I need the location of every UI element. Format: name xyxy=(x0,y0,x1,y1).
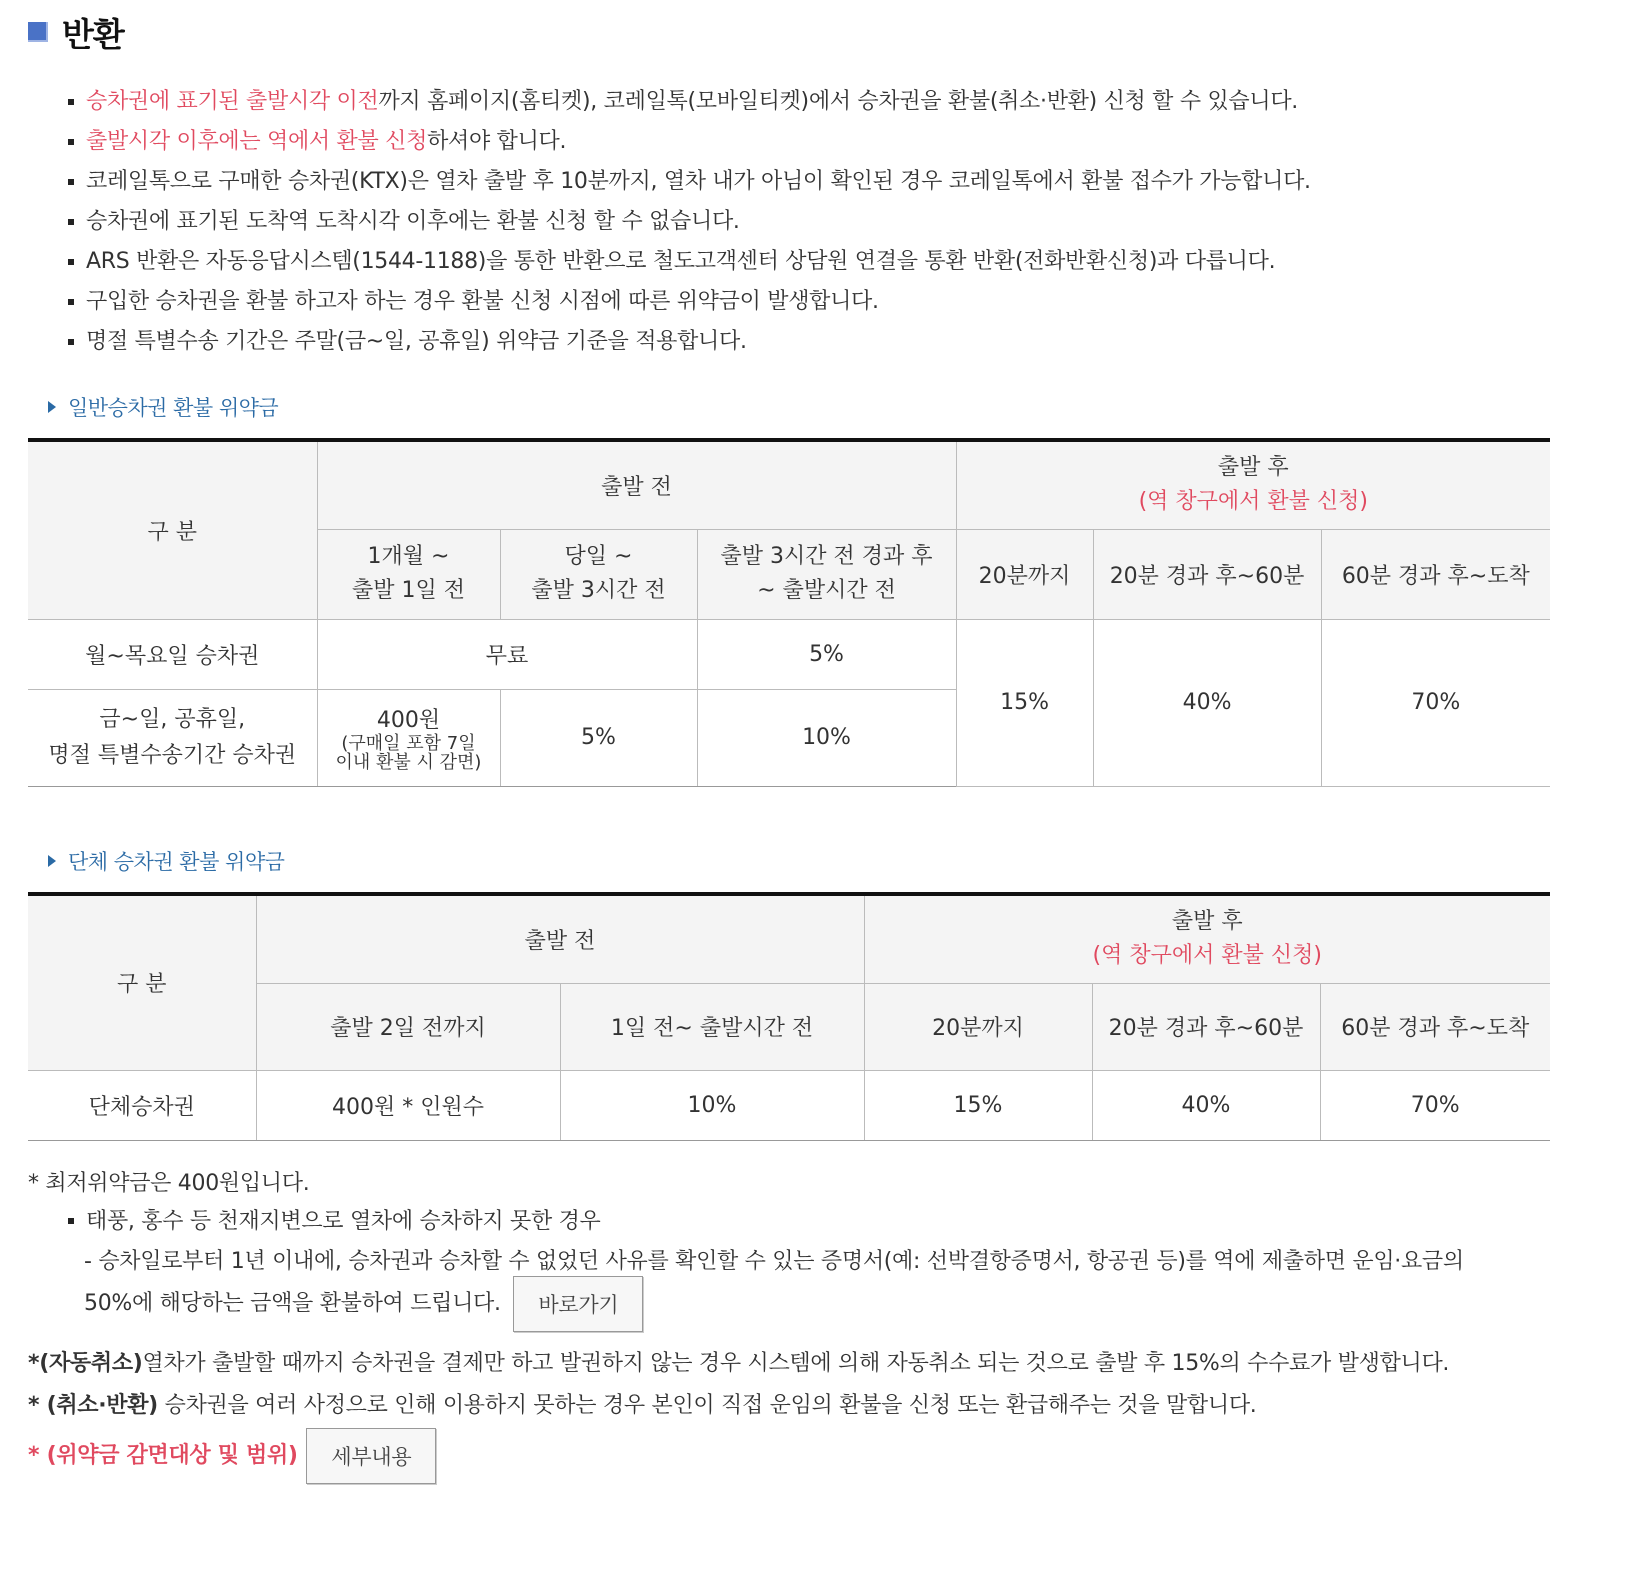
before-sameday-header: 당일 ~ 출발 3시간 전 xyxy=(500,529,697,619)
list-item: 승차권에 표기된 출발시각 이전까지 홈페이지(홈티켓), 코레일톡(모바일티켓)에서 승차권을 환불(취소·반환) 신청 할 수 있습니다. xyxy=(66,82,1311,122)
list-item: 구입한 승차권을 환불 하고자 하는 경우 환불 신청 시점에 따른 위약금이 발생합니다. xyxy=(66,282,1311,322)
after-60min-header: 20분 경과 후~60분 xyxy=(1092,983,1320,1070)
page-title: 반환 xyxy=(62,14,124,54)
page-header xyxy=(28,10,124,54)
before-departure-header: 출발 전 xyxy=(256,894,864,983)
goto-button[interactable]: 바로가기 xyxy=(513,1276,643,1332)
list-item: 출발시각 이후에는 역에서 환불 신청하셔야 합니다. xyxy=(66,122,1311,162)
general-penalty-table xyxy=(28,438,1550,787)
after-departure-header: 출발 후 (역 창구에서 환불 신청) xyxy=(956,440,1550,529)
before-departure-header: 출발 전 xyxy=(317,440,956,529)
min-penalty-note: * 최저위약금은 400원입니다. xyxy=(28,1171,310,1196)
group-cell: 70% xyxy=(1320,1070,1550,1140)
refund-definition-note: * (취소·반환) 승차권을 여러 사정으로 인해 이용하지 못하는 경우 본인이 직접 운임의 환불을 신청 또는 환급해주는 것을 말합니다. xyxy=(28,1393,1257,1418)
weekday-free-cell: 무료 xyxy=(317,619,697,689)
group-cell: 15% xyxy=(864,1070,1092,1140)
weekend-3hours-cell: 10% xyxy=(697,689,956,786)
before-3hours-header: 출발 3시간 전 경과 후 ~ 출발시간 전 xyxy=(697,529,956,619)
category-header: 구 분 xyxy=(28,894,256,1070)
list-item: ARS 반환은 자동응답시스템(1544-1188)을 통한 반환으로 철도고객센터 상담원 연결을 통환 반환(전화반환신청)과 다릅니다. xyxy=(66,242,1311,282)
group-penalty-heading: 단체 승차권 환불 위약금 xyxy=(48,846,284,876)
after-60min-cell: 40% xyxy=(1093,619,1321,786)
category-header: 구 분 xyxy=(28,440,317,619)
list-item: 코레일톡으로 구매한 승차권(KTX)은 열차 출발 후 10분까지, 열차 내가 아님이 확인된 경우 코레일톡에서 환불 접수가 가능합니다. xyxy=(66,162,1311,202)
before-1day-header: 1일 전~ 출발시간 전 xyxy=(560,983,864,1070)
weekday-3hours-cell: 5% xyxy=(697,619,956,689)
weekend-1month-cell: 400원 (구매일 포함 7일 이내 환불 시 감면) xyxy=(317,689,500,786)
triangle-right-icon xyxy=(48,855,56,867)
group-cell: 400원 * 인원수 xyxy=(256,1070,560,1140)
triangle-right-icon xyxy=(48,401,56,413)
auto-cancel-note: *(자동취소)열차가 출발할 때까지 승차권을 결제만 하고 발권하지 않는 경우 시스템에 의해 자동취소 되는 것으로 출발 후 15%의 수수료가 발생합니다. xyxy=(28,1351,1450,1376)
weekend-label: 금~일, 공휴일, 명절 특별수송기간 승차권 xyxy=(28,689,317,786)
group-label: 단체승차권 xyxy=(28,1070,256,1140)
before-1month-header: 1개월 ~ 출발 1일 전 xyxy=(317,529,500,619)
after-60min-header: 20분 경과 후~60분 xyxy=(1093,529,1321,619)
group-cell: 10% xyxy=(560,1070,864,1140)
after-20min-header: 20분까지 xyxy=(864,983,1092,1070)
after-departure-header: 출발 후 (역 창구에서 환불 신청) xyxy=(864,894,1550,983)
table-row xyxy=(28,1070,1550,1140)
details-button[interactable]: 세부내용 xyxy=(306,1428,436,1484)
group-cell: 40% xyxy=(1092,1070,1320,1140)
disaster-line1: - 승차일로부터 1년 이내에, 승차권과 승차할 수 없었던 사유를 확인할 수 있는 증명서(예: 선박결항증명서, 항공권 등)를 역에 제출하면 운임·요금의 xyxy=(84,1249,1464,1274)
disaster-line2: 50%에 해당하는 금액을 환불하여 드립니다. 바로가기 xyxy=(84,1276,643,1332)
weekday-label: 월~목요일 승차권 xyxy=(28,619,317,689)
list-item: 승차권에 표기된 도착역 도착시각 이후에는 환불 신청 할 수 없습니다. xyxy=(66,202,1311,242)
table-row xyxy=(28,619,1550,689)
reduction-note: * (위약금 감면대상 및 범위) 세부내용 xyxy=(28,1428,436,1484)
general-penalty-heading: 일반승차권 환불 위약금 xyxy=(48,392,278,422)
list-item: 명절 특별수송 기간은 주말(금~일, 공휴일) 위약금 기준을 적용합니다. xyxy=(66,322,1311,362)
after-20min-header: 20분까지 xyxy=(956,529,1093,619)
refund-rules-list xyxy=(66,82,1311,362)
after-20min-cell: 15% xyxy=(956,619,1093,786)
square-bullet-icon xyxy=(28,22,48,42)
after-arrival-header: 60분 경과 후~도착 xyxy=(1320,983,1550,1070)
after-arrival-header: 60분 경과 후~도착 xyxy=(1321,529,1550,619)
group-penalty-table xyxy=(28,892,1550,1141)
before-2days-header: 출발 2일 전까지 xyxy=(256,983,560,1070)
after-arrival-cell: 70% xyxy=(1321,619,1550,786)
weekend-sameday-cell: 5% xyxy=(500,689,697,786)
disaster-title: 태풍, 홍수 등 천재지변으로 열차에 승차하지 못한 경우 xyxy=(66,1204,601,1235)
